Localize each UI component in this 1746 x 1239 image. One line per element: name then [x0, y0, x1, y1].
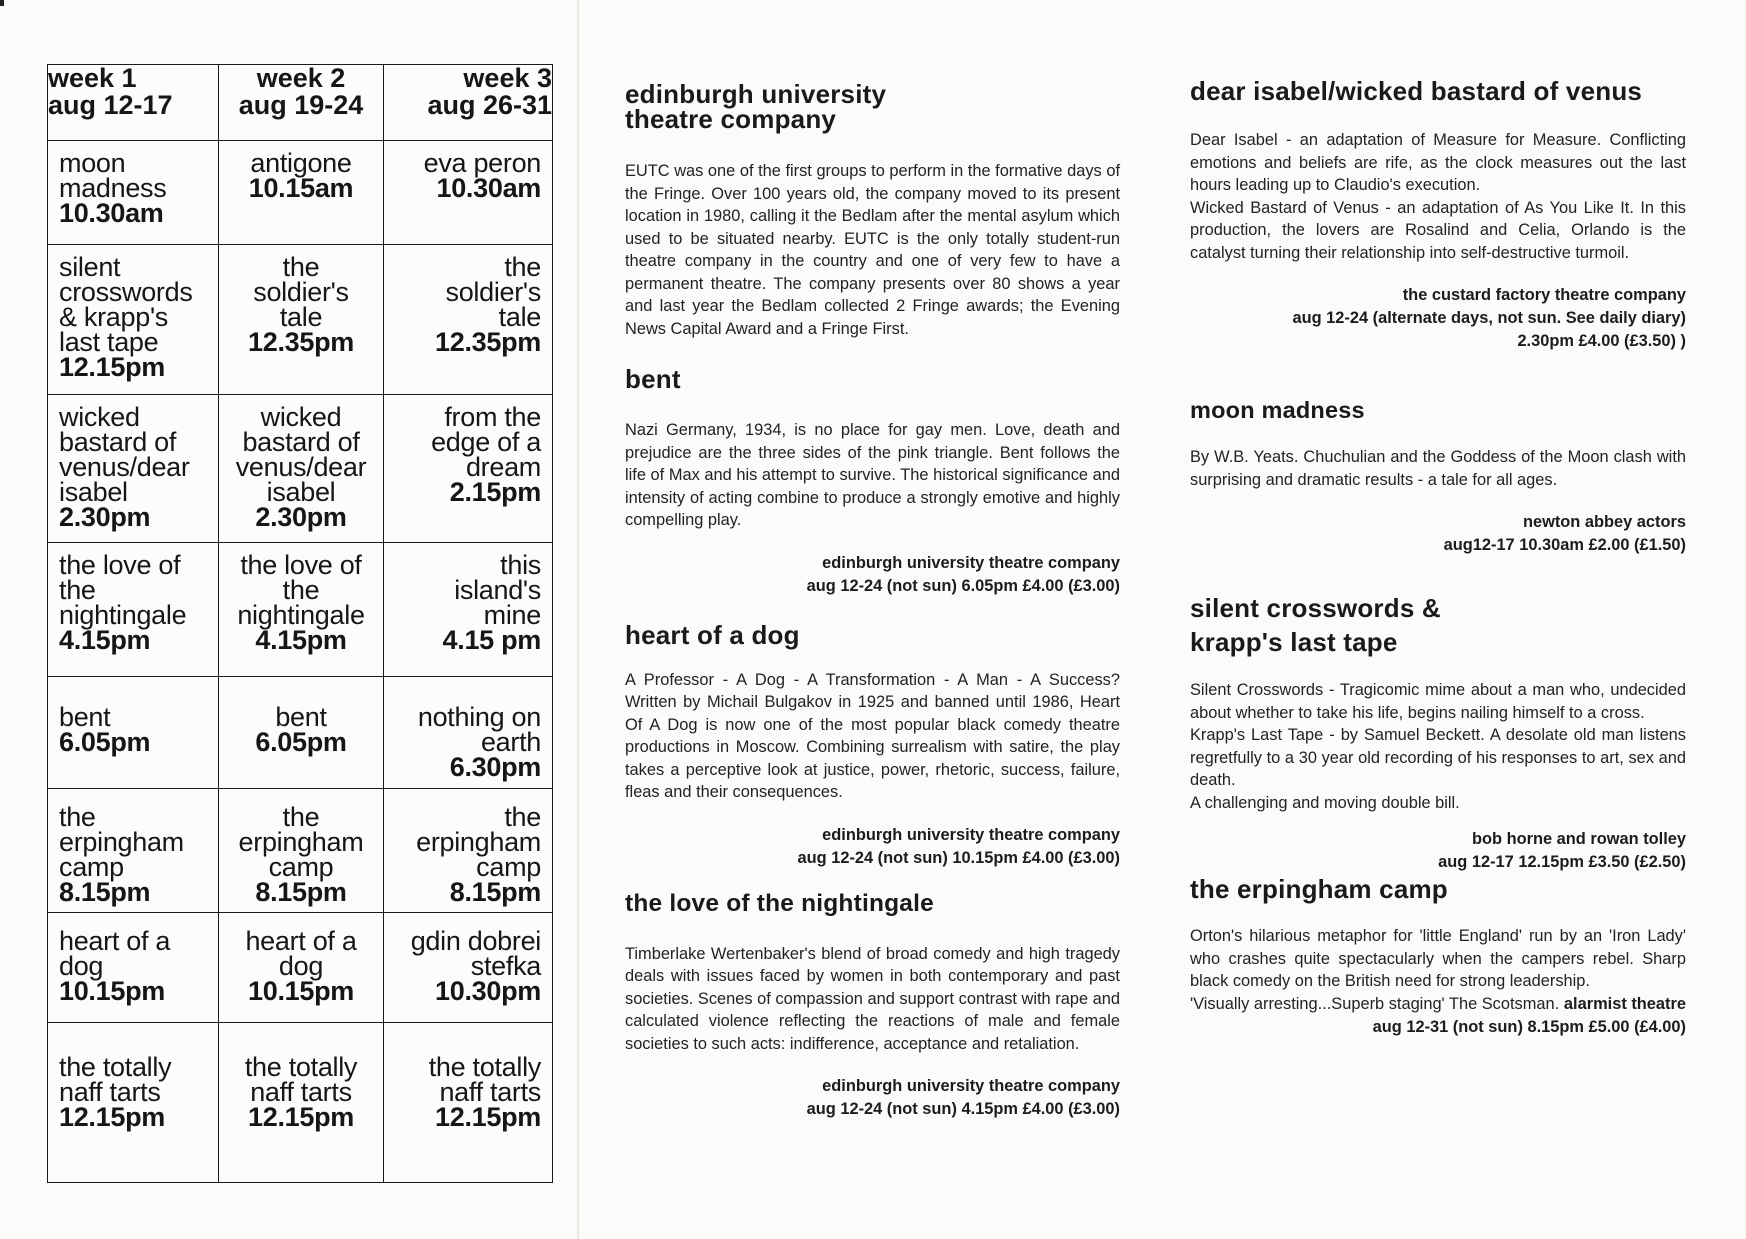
- heart-heading: heart of a dog: [625, 619, 800, 650]
- erpingham-description-1: Orton's hilarious metaphor for 'little England' run by an 'Iron Lady' who crashes quite spectacularly when the campers rebel. Sharp black comedy on the British need for strong leadership.: [1190, 927, 1686, 990]
- heart-details: aug 12-24 (not sun) 10.15pm £4.00 (£3.00): [797, 848, 1120, 867]
- nightingale-credit: [625, 1075, 1120, 1121]
- schedule-row: [48, 543, 553, 677]
- schedule-cell: wicked bastard of venus/dear isabel 2.30pm: [219, 395, 384, 543]
- nightingale-company: edinburgh university theatre company: [822, 1077, 1120, 1095]
- moon-heading: moon madness: [1190, 397, 1365, 423]
- isabel-company: the custard factory theatre company: [1402, 286, 1686, 304]
- nightingale-details: aug 12-24 (not sun) 4.15pm £4.00 (£3.00): [806, 1100, 1120, 1118]
- schedule-row: [48, 789, 553, 913]
- moon-description: By W.B. Yeats. Chuchulian and the Goddess of the Moon clash with surprising and dramatic results - a tale for all ages.: [1190, 448, 1686, 489]
- silent-description-1: Silent Crosswords - Tragicomic mime about a man who, undecided about whether to take his life, begins nailing himself to a cross.: [1190, 681, 1686, 722]
- schedule-cell: the totally naff tarts 12.15pm: [48, 1023, 219, 1183]
- schedule-cell: bent 6.05pm: [48, 677, 219, 789]
- isabel-details-1: aug 12-24 (alternate days, not sun. See daily diary): [1292, 309, 1686, 327]
- schedule-row: [48, 141, 553, 245]
- schedule-cell: nothing on earth 6.30pm: [384, 677, 553, 789]
- week-1-header: week 1 aug 12-17: [48, 65, 219, 141]
- schedule-cell: the soldier's tale 12.35pm: [384, 245, 553, 395]
- schedule-cell: the totally naff tarts 12.15pm: [384, 1023, 553, 1183]
- silent-credit: [1190, 828, 1686, 874]
- middle-column: [625, 79, 1120, 1121]
- schedule-cell: silent crosswords & krapp's last tape 12.15pm: [48, 245, 219, 395]
- schedule-cell: moon madness 10.30am: [48, 141, 219, 245]
- bent-company: edinburgh university theatre company: [822, 553, 1120, 572]
- heart-company: edinburgh university theatre company: [822, 825, 1120, 844]
- heart-description: A Professor - A Dog - A Transformation - A Man - A Success? Written by Michail Bulgakov in 1925 and banned until 1986, Heart Of A Dog is now one of the most popular black comedy theatre productions in Moscow. Combining surrealism with satire, the play takes a perceptive look at justice, power, rhetoric, success, failure, fleas and their consequences.: [625, 670, 1120, 801]
- schedule-cell: gdin dobrei stefka 10.30pm: [384, 913, 553, 1023]
- bent-credit: [625, 552, 1120, 598]
- schedule-cell: bent 6.05pm: [219, 677, 384, 789]
- moon-details: aug12-17 10.30am £2.00 (£1.50): [1443, 536, 1686, 554]
- schedule-cell: the erpingham camp 8.15pm: [384, 789, 553, 913]
- isabel-description-1: Dear Isabel - an adaptation of Measure for Measure. Conflicting emotions and beliefs are rife, as the clock measures out the last hours leading up to Claudio's execution.: [1190, 131, 1686, 194]
- silent-details: aug 12-17 12.15pm £3.50 (£2.50): [1438, 853, 1686, 871]
- eutc-heading: edinburgh university theatre company: [625, 79, 887, 134]
- schedule-row: [48, 395, 553, 543]
- erpingham-details: aug 12-31 (not sun) 8.15pm £5.00 (£4.00): [1372, 1018, 1686, 1036]
- moon-credit: [1190, 511, 1686, 557]
- moon-company: newton abbey actors: [1522, 513, 1686, 531]
- schedule-cell: heart of a dog 10.15pm: [48, 913, 219, 1023]
- schedule-cell: wicked bastard of venus/dear isabel 2.30pm: [48, 395, 219, 543]
- schedule-cell: the totally naff tarts 12.15pm: [219, 1023, 384, 1183]
- heart-credit: [625, 824, 1120, 870]
- page-fold: [577, 0, 579, 1239]
- corner-mark: [0, 0, 4, 6]
- silent-description-2: Krapp's Last Tape - by Samuel Beckett. A desolate old man listens regretfully to a 30 year old recording of his responses to art, sex and death.: [1190, 726, 1686, 789]
- isabel-heading: dear isabel/wicked bastard of venus: [1190, 76, 1643, 106]
- schedule-row: [48, 913, 553, 1023]
- right-column: [1190, 78, 1686, 1039]
- schedule-cell: antigone 10.15am: [219, 141, 384, 245]
- erpingham-description-2: 'Visually arresting...Superb staging' The Scotsman.: [1190, 994, 1560, 1013]
- schedule-cell: from the edge of a dream 2.15pm: [384, 395, 553, 543]
- isabel-description-2: Wicked Bastard of Venus - an adaptation of As You Like It. In this production, the lovers are Rosalind and Celia, Orlando is the catalyst turning their relationship into self-destructive turmoil.: [1190, 198, 1686, 262]
- silent-heading: silent crosswords & krapp's last tape: [1190, 593, 1441, 657]
- schedule-row: [48, 1023, 553, 1183]
- silent-company: bob horne and rowan tolley: [1472, 830, 1686, 848]
- schedule-cell: heart of a dog 10.15pm: [219, 913, 384, 1023]
- schedule-cell: eva peron 10.30am: [384, 141, 553, 245]
- silent-description-3: A challenging and moving double bill.: [1190, 793, 1460, 812]
- erpingham-company: alarmist theatre: [1563, 995, 1686, 1013]
- bent-details: aug 12-24 (not sun) 6.05pm £4.00 (£3.00): [806, 576, 1120, 595]
- schedule-row: [48, 245, 553, 395]
- week-3-header: week 3 aug 26-31: [384, 65, 553, 141]
- nightingale-description: Timberlake Wertenbaker's blend of broad comedy and high tragedy deals with issues faced by women in both contemporary and past societies. Scenes of compassion and support contrast with rape and calculated violence reflecting the reactions of male and female societies to such acts: indifference, acceptance and retaliation.: [625, 944, 1120, 1053]
- isabel-details-2: 2.30pm £4.00 (£3.50) ): [1517, 332, 1686, 350]
- schedule-cell: the love of the nightingale 4.15pm: [219, 543, 384, 677]
- erpingham-heading: the erpingham camp: [1190, 874, 1448, 904]
- week-2-header: week 2 aug 19-24: [219, 65, 384, 141]
- schedule-grid: [47, 64, 553, 1183]
- schedule-cell: the love of the nightingale 4.15pm: [48, 543, 219, 677]
- eutc-description: EUTC was one of the first groups to perform in the formative days of the Fringe. Over 100 years old, the company moved to its present location in 1980, calling it the Bedlam after the mental asylum which used to be situated nearby. EUTC is the only totally student-run theatre company in the country and one of very few to have a permanent theatre. The company presents over 80 shows a year and last year the Bedlam collected 2 Fringe awards; the Evening News Capital Award and a Fringe First.: [625, 162, 1120, 338]
- bent-description: Nazi Germany, 1934, is no place for gay men. Love, death and prejudice are the three sides of the pink triangle. Bent follows the life of Max and his attempt to survive. The historical significance and intensity of acting combine to produce a strongly emotive and highly compelling play.: [625, 421, 1120, 529]
- schedule-cell: the soldier's tale 12.35pm: [219, 245, 384, 395]
- nightingale-heading: the love of the nightingale: [625, 889, 934, 917]
- schedule-row: [48, 677, 553, 789]
- schedule-cell: this island's mine 4.15 pm: [384, 543, 553, 677]
- isabel-credit: [1190, 284, 1686, 353]
- schedule-header-row: [48, 65, 553, 141]
- bent-heading: bent: [625, 364, 681, 394]
- schedule-cell: the erpingham camp 8.15pm: [219, 789, 384, 913]
- schedule-cell: the erpingham camp 8.15pm: [48, 789, 219, 913]
